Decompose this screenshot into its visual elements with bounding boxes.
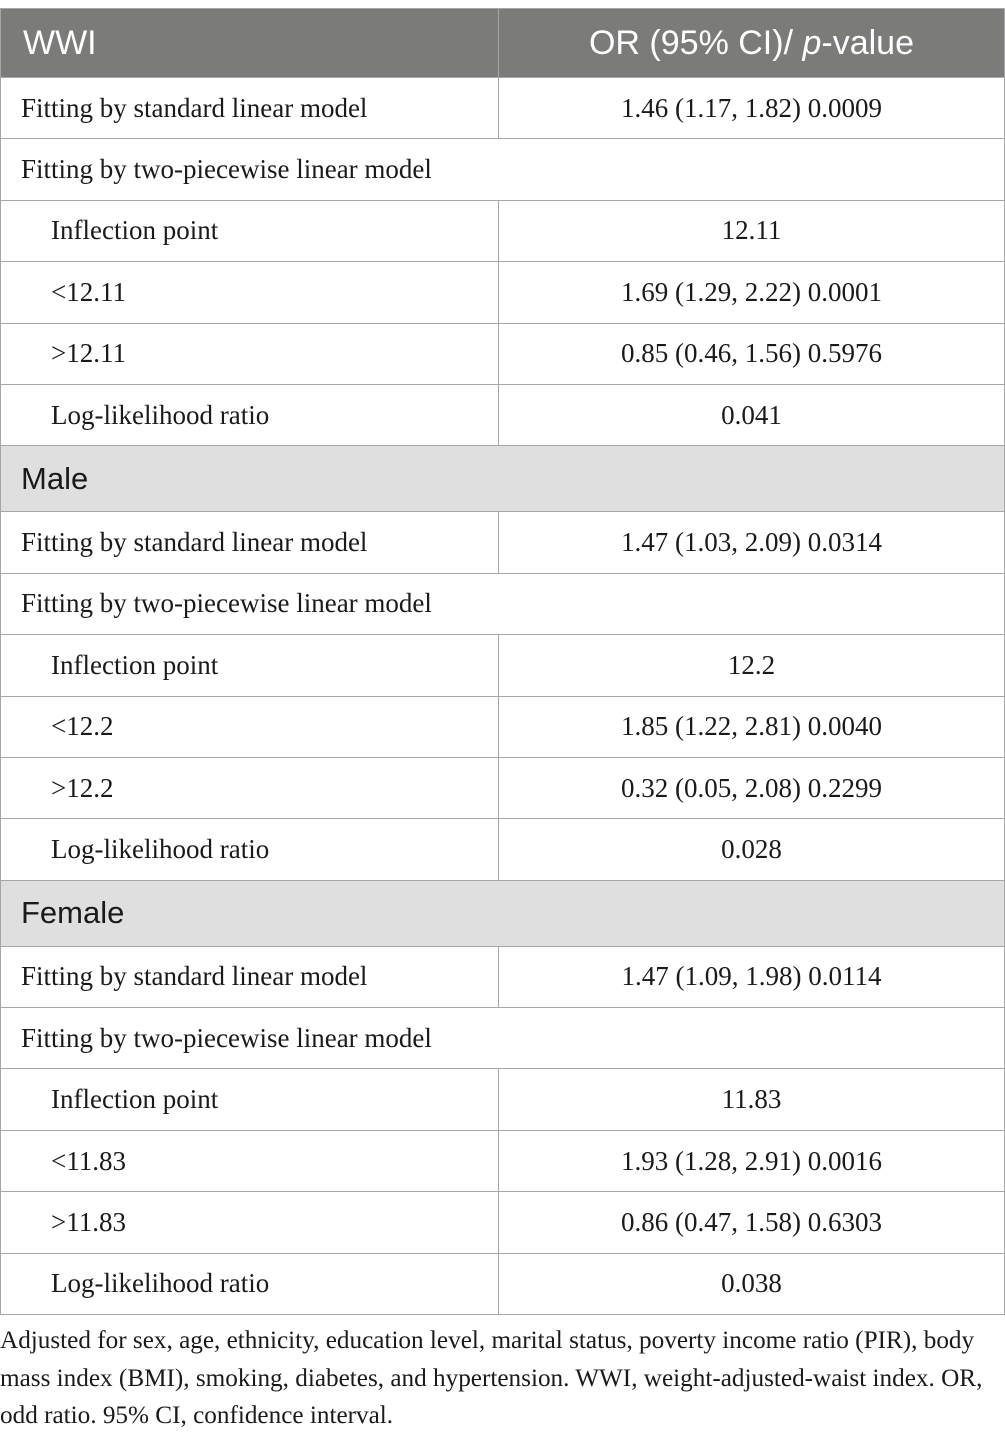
row-value: 0.038: [499, 1253, 1005, 1314]
table-row: [1, 696, 1005, 757]
row-value: 1.69 (1.29, 2.22) 0.0001: [499, 262, 1005, 323]
table-row: [1, 78, 1005, 139]
row-label: >12.2: [1, 757, 499, 818]
group-label: Male: [1, 446, 1005, 512]
row-value: 1.93 (1.28, 2.91) 0.0016: [499, 1130, 1005, 1191]
row-value: 1.85 (1.22, 2.81) 0.0040: [499, 696, 1005, 757]
header-wwi: WWI: [1, 9, 499, 78]
header-p-italic: p: [802, 23, 822, 62]
row-value: 0.86 (0.47, 1.58) 0.6303: [499, 1192, 1005, 1253]
header-or-ci-text: OR (95% CI)/: [588, 23, 803, 62]
row-label: Fitting by standard linear model: [1, 512, 499, 573]
row-value: 1.46 (1.17, 1.82) 0.0009: [499, 78, 1005, 139]
table-row: [1, 1253, 1005, 1314]
row-label: >12.11: [1, 323, 499, 384]
group-header-row: [1, 880, 1005, 946]
table-row: [1, 262, 1005, 323]
row-value: 1.47 (1.03, 2.09) 0.0314: [499, 512, 1005, 573]
row-value: 12.11: [499, 200, 1005, 261]
row-label: <11.83: [1, 1130, 499, 1191]
row-label: Inflection point: [1, 1069, 499, 1130]
row-label: Fitting by two-piecewise linear model: [1, 139, 1005, 200]
row-value: 0.32 (0.05, 2.08) 0.2299: [499, 757, 1005, 818]
table-footnote: Adjusted for sex, age, ethnicity, education level, marital status, poverty income ratio (PIR), body mass index (BMI), smoking, diabetes, and hypertension. WWI, weight-adjusted-waist index. OR, odd ratio. 95% CI, confidence interval.: [0, 1327, 983, 1429]
header-value-suffix: -value: [821, 23, 914, 62]
row-label: Inflection point: [1, 200, 499, 261]
row-label: Fitting by standard linear model: [1, 946, 499, 1007]
table-row: [1, 139, 1005, 200]
table-row: [1, 1192, 1005, 1253]
row-value: 0.85 (0.46, 1.56) 0.5976: [499, 323, 1005, 384]
row-label: Inflection point: [1, 635, 499, 696]
group-header-row: [1, 446, 1005, 512]
table-row: [1, 573, 1005, 634]
table-row: [1, 200, 1005, 261]
row-label: Log-likelihood ratio: [1, 819, 499, 880]
table-body: [1, 78, 1005, 1315]
row-label: Log-likelihood ratio: [1, 1253, 499, 1314]
table-row: [1, 1069, 1005, 1130]
table-row: [1, 512, 1005, 573]
table-row: [1, 384, 1005, 445]
row-value: 12.2: [499, 635, 1005, 696]
table-row: [1, 757, 1005, 818]
row-value: 0.028: [499, 819, 1005, 880]
group-label: Female: [1, 880, 1005, 946]
row-label: <12.11: [1, 262, 499, 323]
row-label: <12.2: [1, 696, 499, 757]
results-table: [0, 8, 1005, 1315]
row-label: Fitting by two-piecewise linear model: [1, 573, 1005, 634]
row-label: Fitting by two-piecewise linear model: [1, 1008, 1005, 1069]
row-value: 1.47 (1.09, 1.98) 0.0114: [499, 946, 1005, 1007]
table-row: [1, 323, 1005, 384]
table-header-row: [1, 9, 1005, 78]
row-label: Log-likelihood ratio: [1, 384, 499, 445]
table-row: [1, 635, 1005, 696]
row-value: 11.83: [499, 1069, 1005, 1130]
row-label: >11.83: [1, 1192, 499, 1253]
table-row: [1, 946, 1005, 1007]
header-or-ci-p-value: [499, 9, 1005, 78]
table-row: [1, 1008, 1005, 1069]
row-label: Fitting by standard linear model: [1, 78, 499, 139]
row-value: 0.041: [499, 384, 1005, 445]
table-row: [1, 1130, 1005, 1191]
table-row: [1, 819, 1005, 880]
